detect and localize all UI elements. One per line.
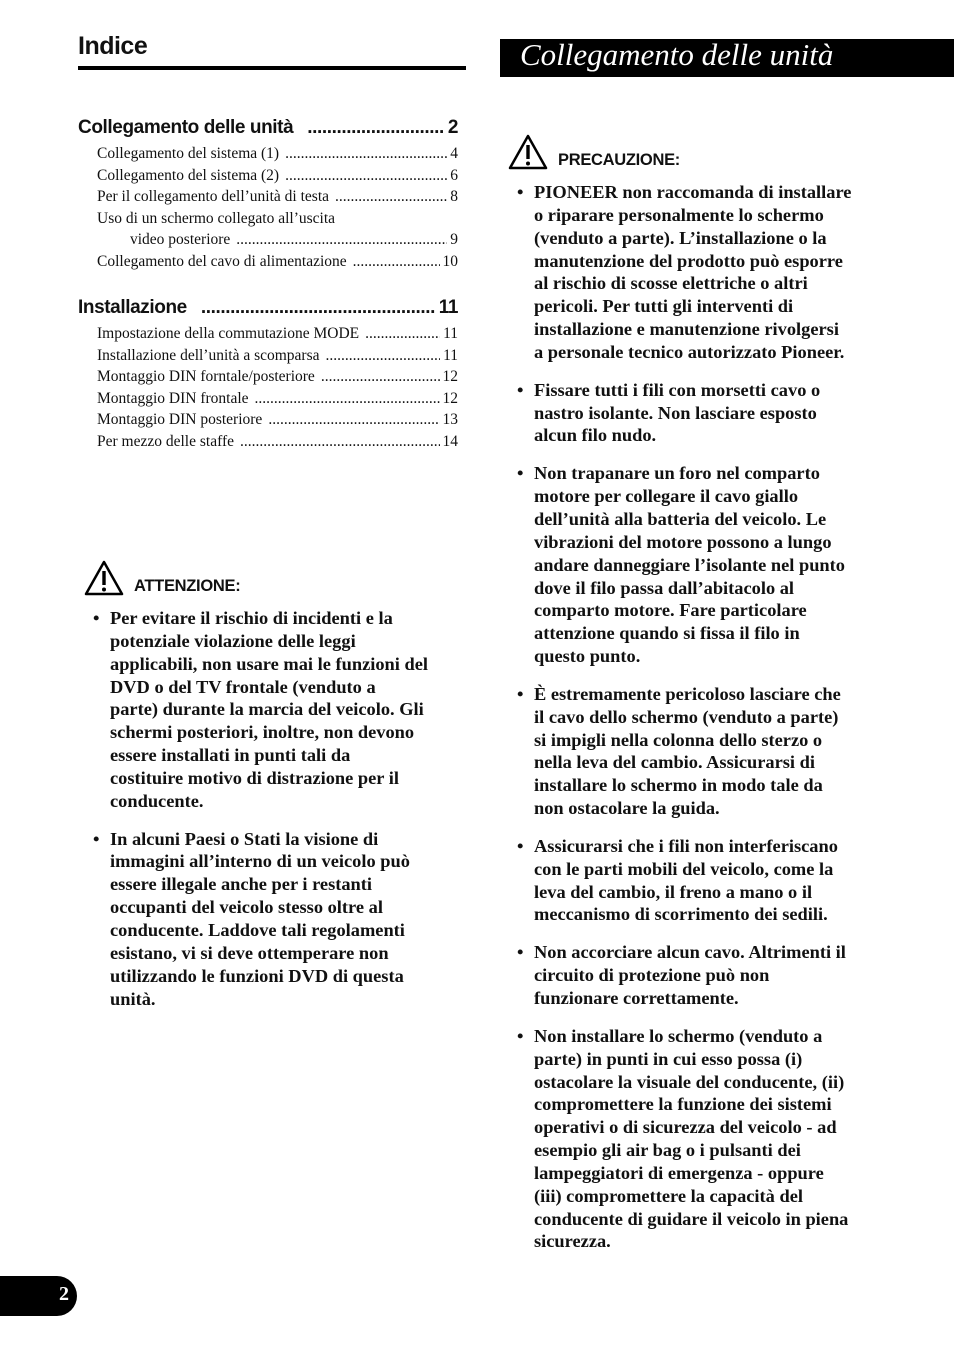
toc-entry xyxy=(78,145,458,167)
bullet-text-line: utilizzando le funzioni DVD di questa xyxy=(110,965,404,986)
bullet-text-line: andare danneggiare l’isolante nel punto xyxy=(534,554,845,575)
toc-entry xyxy=(78,433,458,455)
attenzione-list xyxy=(93,607,428,1025)
bullet-text-line: Non trapanare un foro nel comparto xyxy=(534,463,820,484)
toc-entry xyxy=(78,390,458,412)
dot-leader xyxy=(240,433,440,451)
toc-entry-label: Uso di un schermo collegato all’uscita xyxy=(97,209,336,227)
bullet-item xyxy=(93,607,428,813)
toc-entry-page: 12 xyxy=(442,389,458,407)
section-banner xyxy=(500,39,954,77)
bullet-text-line: lampeggiatori di emergenza - oppure xyxy=(534,1162,824,1183)
bullet-item xyxy=(517,835,851,926)
bullet-item xyxy=(517,181,851,364)
bullet-text-line: ostacolare la visuale del conducente, (ii) xyxy=(534,1071,845,1092)
bullet-text-line: Assicurarsi che i fili non interferiscano xyxy=(534,835,838,856)
bullet-text-line: PIONEER non raccomanda di installare xyxy=(534,182,852,202)
dot-leader xyxy=(326,347,441,365)
bullet-icon: • xyxy=(517,463,524,484)
toc-entry-page: 12 xyxy=(442,368,458,386)
bullet-item xyxy=(517,941,851,1010)
bullet-icon: • xyxy=(517,1025,524,1046)
toc-section xyxy=(78,297,458,455)
bullet-text-line: circuito di protezione può non xyxy=(534,965,770,986)
attenzione-heading xyxy=(84,560,240,596)
bullet-text-line: Per evitare il rischio di incidenti e la xyxy=(110,608,393,628)
bullet-text-line: Non accorciare alcun cavo. Altrimenti il xyxy=(534,942,846,963)
bullet-text-line: con le parti mobili del veicolo, come la xyxy=(534,858,834,879)
index-title: Indice xyxy=(78,32,148,60)
bullet-text-line: schermi posteriori, inoltre, non devono xyxy=(110,722,415,743)
toc-heading-page: 11 xyxy=(438,297,458,318)
bullet-text-line: installazione e manutenzione rivolgersi xyxy=(534,319,839,340)
bullet-text-line: occupanti del veicolo stesso oltre al xyxy=(110,897,383,918)
precauzione-list xyxy=(517,181,851,1268)
dot-leader xyxy=(236,231,447,249)
toc-entry xyxy=(78,411,458,433)
toc-entry-page: 9 xyxy=(450,231,458,249)
bullet-text-line: essere installati in punti tali da xyxy=(110,745,351,766)
bullet-text-line: o riparare personalmente lo schermo xyxy=(534,204,824,225)
toc-entry-page: 14 xyxy=(442,432,458,450)
toc-entry xyxy=(78,253,458,275)
bullet-text-line: vibrazioni del motore possono a lungo xyxy=(534,531,832,552)
bullet-text-line: al rischio di scosse elettriche o altri xyxy=(534,273,808,294)
bullet-item xyxy=(517,379,851,448)
bullet-text-line: È estremamente pericoloso lasciare che xyxy=(534,683,841,704)
bullet-icon: • xyxy=(517,379,524,400)
dot-leader xyxy=(307,117,445,139)
warning-icon xyxy=(84,560,124,596)
dot-leader xyxy=(255,390,440,408)
toc-entry-label: Collegamento del sistema (2) xyxy=(97,166,280,184)
bullet-text-line: non ostacolare la guida. xyxy=(534,798,720,819)
toc-entry-page: 13 xyxy=(442,411,458,429)
bullet-item xyxy=(517,462,851,668)
bullet-text-line: conducente di guidare il veicolo in piena xyxy=(534,1208,849,1229)
bullet-text-line: operativi o di sicurezza del veicolo - ad xyxy=(534,1117,837,1138)
dot-leader xyxy=(201,297,436,319)
dot-leader xyxy=(285,167,447,185)
warning-icon xyxy=(508,134,548,170)
dot-leader xyxy=(268,411,439,429)
toc-entry-page: 4 xyxy=(450,145,458,162)
toc-entry xyxy=(78,188,458,210)
page-number-badge xyxy=(0,1276,77,1316)
toc-entry-label: Per il collegamento dell’unità di testa xyxy=(97,188,330,206)
bullet-text-line: esempio gli air bag o i pulsanti dei xyxy=(534,1140,801,1161)
bullet-text-line: immagini all’interno di un veicolo può xyxy=(110,851,410,872)
dot-leader xyxy=(321,368,440,386)
dot-leader xyxy=(285,145,447,163)
dot-leader xyxy=(365,325,440,343)
bullet-text-line: funzionare correttamente. xyxy=(534,988,739,1008)
bullet-text-line: il cavo dello schermo (venduto a parte) xyxy=(534,706,839,727)
bullet-text-line: alcun filo nudo. xyxy=(534,425,657,446)
bullet-text-line: meccanismo di scorrimento dei sedili. xyxy=(534,904,828,925)
toc-section xyxy=(78,117,458,275)
bullet-icon: • xyxy=(517,182,524,202)
toc-entry xyxy=(78,325,458,347)
toc-heading-page: 2 xyxy=(447,117,458,138)
toc-entry-label: Installazione dell’unità a scomparsa xyxy=(97,346,320,364)
toc-entry xyxy=(78,167,458,189)
toc-heading xyxy=(78,117,458,145)
bullet-text-line: (iii) compromettere la capacità del xyxy=(534,1185,803,1206)
toc-entry xyxy=(78,368,458,390)
bullet-text-line: dell’unità alla batteria del veicolo. Le xyxy=(534,508,827,529)
bullet-icon: • xyxy=(517,683,524,704)
toc-entry-label: Collegamento del sistema (1) xyxy=(97,145,280,162)
bullet-text-line: a personale tecnico autorizzato Pioneer. xyxy=(534,341,845,362)
toc-entry-label-cont: video posteriore xyxy=(130,231,231,249)
bullet-text-line: installare lo schermo in modo tale da xyxy=(534,775,823,796)
toc-entry-label: Per mezzo delle staffe xyxy=(97,432,234,450)
bullet-text-line: nastro isolante. Non lasciare esposto xyxy=(534,402,817,423)
toc-heading-label: Collegamento delle unità xyxy=(78,117,294,138)
bullet-text-line: costituire motivo di distrazione per il xyxy=(110,767,399,788)
toc-entry-page: 11 xyxy=(443,325,458,342)
title-divider xyxy=(78,66,466,70)
bullet-text-line: unità. xyxy=(110,988,156,1009)
toc-entry-page: 11 xyxy=(443,346,458,364)
dot-leader xyxy=(335,188,447,206)
toc-entry-page: 8 xyxy=(450,188,458,206)
bullet-text-line: attenzione quando si fissa il filo in xyxy=(534,623,800,644)
bullet-text-line: parte) durante la marcia del veicolo. Gli xyxy=(110,699,424,720)
precauzione-label: PRECAUZIONE: xyxy=(558,151,680,169)
bullet-text-line: pericoli. Per tutti gli interventi di xyxy=(534,296,794,317)
bullet-text-line: In alcuni Paesi o Stati la visione di xyxy=(110,828,379,849)
toc-entry-page: 6 xyxy=(450,166,458,184)
bullet-item xyxy=(93,828,428,1011)
section-title: Collegamento delle unità xyxy=(520,37,834,72)
bullet-text-line: dove il filo passa dall’abitacolo al xyxy=(534,577,795,598)
bullet-text-line: motore per collegare il cavo giallo xyxy=(534,486,799,507)
bullet-text-line: (venduto a parte). L’installazione o la xyxy=(534,227,827,248)
bullet-icon: • xyxy=(517,942,524,963)
bullet-text-line: applicabili, non usare mai le funzioni del xyxy=(110,653,428,674)
bullet-text-line: potenziale violazione delle leggi xyxy=(110,630,356,651)
bullet-text-line: conducente. Laddove tali regolamenti xyxy=(110,919,405,940)
page-number: 2 xyxy=(59,1283,69,1305)
bullet-text-line: si impigli nella colonna dello sterzo o xyxy=(534,729,823,750)
bullet-text-line: comparto motore. Fare particolare xyxy=(534,600,807,621)
toc-entry-label: Montaggio DIN posteriore xyxy=(97,411,263,429)
toc-entry xyxy=(78,347,458,369)
dot-leader xyxy=(353,253,440,271)
bullet-text-line: sicurezza. xyxy=(534,1231,611,1252)
bullet-text-line: conducente. xyxy=(110,790,204,811)
precauzione-heading xyxy=(508,134,680,170)
toc-entry-label: Montaggio DIN frontale xyxy=(97,389,249,407)
bullet-icon: • xyxy=(93,828,100,849)
bullet-text-line: leva del cambio, il freno a mano o il xyxy=(534,881,813,902)
toc-entry-page: 10 xyxy=(442,252,458,270)
bullet-text-line: Non installare lo schermo (venduto a xyxy=(534,1025,823,1046)
bullet-text-line: essere illegale anche per i restanti xyxy=(110,874,373,895)
bullet-icon: • xyxy=(517,835,524,856)
toc-entry-label: Collegamento del cavo di alimentazione xyxy=(97,252,347,270)
toc-heading xyxy=(78,297,458,325)
bullet-text-line: questo punto. xyxy=(534,646,641,667)
toc-entry-continued xyxy=(78,231,458,253)
bullet-text-line: compromettere la funzione dei sistemi xyxy=(534,1094,832,1115)
toc-heading-label: Installazione xyxy=(78,297,187,318)
attenzione-label: ATTENZIONE: xyxy=(134,577,241,595)
bullet-item xyxy=(517,1025,851,1253)
bullet-text-line: manutenzione del prodotto può esporre xyxy=(534,250,843,271)
bullet-item xyxy=(517,683,851,820)
bullet-text-line: DVD o del TV frontale (venduto a xyxy=(110,676,376,697)
bullet-text-line: Fissare tutti i fili con morsetti cavo o xyxy=(534,379,821,400)
bullet-text-line: parte) in punti in cui esso possa (i) xyxy=(534,1048,803,1069)
toc-entry xyxy=(78,210,458,232)
bullet-icon: • xyxy=(93,608,100,628)
toc-entry-label: Montaggio DIN forntale/posteriore xyxy=(97,368,315,386)
toc-entry-label: Impostazione della commutazione MODE xyxy=(97,325,360,342)
bullet-text-line: esistano, vi si deve ottemperare non xyxy=(110,942,389,963)
bullet-text-line: nella leva del cambio. Assicurarsi di xyxy=(534,752,815,773)
